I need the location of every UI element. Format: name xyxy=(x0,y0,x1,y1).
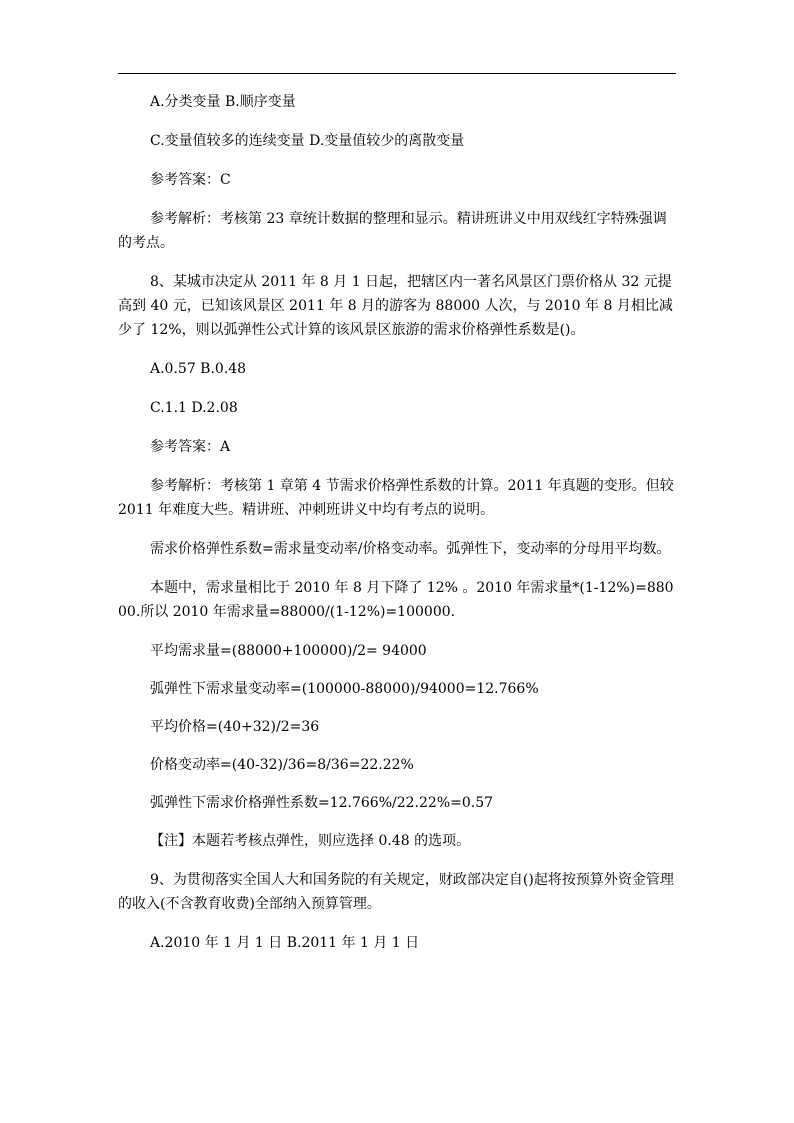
option-line-ab-q8: A.0.57 B.0.48 xyxy=(150,361,247,377)
option-line-cd-q8: C.1.1 D.2.08 xyxy=(150,400,238,416)
explanation-q7: 参考解析：考核第 23 章统计数据的整理和显示。精讲班讲义中用双线红字特殊强调的考点。 xyxy=(118,211,667,251)
calc-demand-change-rate: 弧弹性下需求量变动率=(100000-88000)/94000=12.766% xyxy=(150,681,539,697)
note-line: 【注】本题若考核点弹性，则应选择 0.48 的选项。 xyxy=(150,833,471,849)
option-line-ab-q9: A.2010 年 1 月 1 日 B.2011 年 1 月 1 日 xyxy=(150,935,420,951)
answer-line-q8: 参考答案：A xyxy=(150,439,231,455)
option-line-ab-q7: A.分类变量 B.顺序变量 xyxy=(150,94,296,110)
option-line-cd-q7: C.变量值较多的连续变量 D.变量值较少的离散变量 xyxy=(150,133,465,149)
calc-price-change-rate: 价格变动率=(40-32)/36=8/36=22.22% xyxy=(150,757,414,773)
calc-elasticity-result: 弧弹性下需求价格弹性系数=12.766%/22.22%=0.57 xyxy=(150,795,494,811)
document-body xyxy=(118,90,678,970)
question-8: 8、某城市决定从 2011 年 8 月 1 日起，把辖区内一著名风景区门票价格从 32 元提高到 40 元，已知该风景区 2011 年 8 月的游客为 88000 人次，与 2010 年 8 月相比减少了 12%，则以弧弹性公式计算的该风景区旅游的需求价格弹性系数是()。 xyxy=(118,274,673,338)
calc-average-price: 平均价格=(40+32)/2=36 xyxy=(150,719,320,735)
header-rule xyxy=(118,73,676,74)
calculation-intro: 本题中，需求量相比于 2010 年 8 月下降了 12% 。2010 年需求量*(1-12%)=88000.所以 2010 年需求量=88000/(1-12%)=100000. xyxy=(118,580,674,620)
question-9: 9、为贯彻落实全国人大和国务院的有关规定，财政部决定自()起将按预算外资金管理的收入(不含教育收费)全部纳入预算管理。 xyxy=(118,872,674,912)
answer-line-q7: 参考答案：C xyxy=(150,172,231,188)
explanation-q8: 参考解析：考核第 1 章第 4 节需求价格弹性系数的计算。2011 年真题的变形。但较 2011 年难度大些。精讲班、冲刺班讲义中均有考点的说明。 xyxy=(118,478,674,518)
calc-average-demand: 平均需求量=(88000+100000)/2= 94000 xyxy=(150,643,427,659)
formula-definition: 需求价格弹性系数=需求量变动率/价格变动率。弧弹性下，变动率的分母用平均数。 xyxy=(150,541,671,557)
